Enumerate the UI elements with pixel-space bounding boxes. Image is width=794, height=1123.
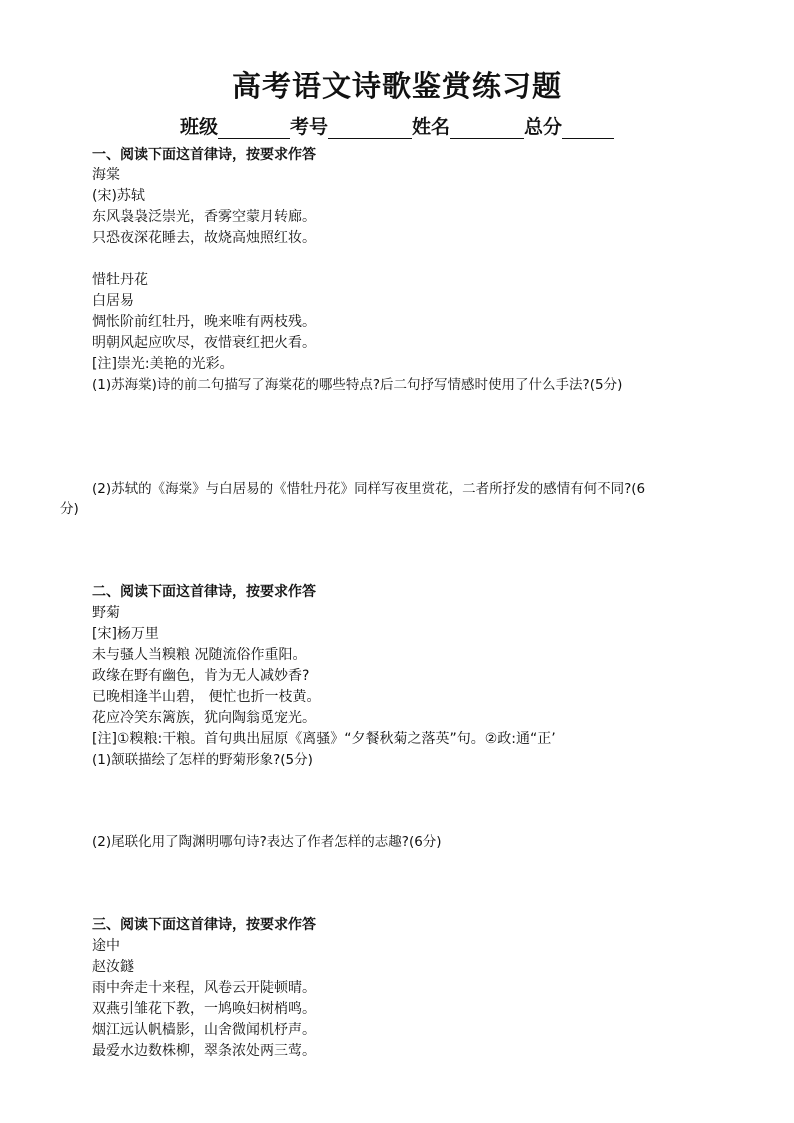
poem-line: 东风袅袅泛崇光，香雾空蒙月转廊。: [92, 209, 316, 225]
poem-line: 雨中奔走十来程，风卷云开陡顿晴。: [92, 980, 316, 996]
section-3-heading: 三、阅读下面这首律诗，按要求作答: [92, 917, 316, 933]
question-1: (1)苏海棠)诗的前二句描写了海棠花的哪些特点?后二句抒写情感时使用了什么手法?(5分): [92, 377, 623, 393]
poem-title: 惜牡丹花: [92, 272, 148, 288]
question-2-text: (2)苏轼的《海棠》与白居易的《惜牡丹花》同样写夜里赏花，二者所抒发的感情有何不同?(6: [92, 481, 646, 497]
poem-line: 政缘在野有幽色，肯为无人减妙香?: [92, 668, 310, 684]
poem-line: 双燕引雏花下教，一鸠唤妇树梢鸣。: [92, 1001, 316, 1017]
question-2-continuation: 分): [60, 501, 79, 517]
poem-line: 花应冷笑东篱族，犹向陶翁觅宠光。: [92, 710, 316, 726]
student-info-line: [0, 112, 794, 139]
question-1: (1)颔联描绘了怎样的野菊形象?(5分): [92, 752, 313, 768]
annotation-note: [注]崇光:美艳的光彩。: [92, 356, 234, 372]
score-label: 总分: [524, 116, 563, 138]
annotation-note: [注]①糗粮:干粮。首句典出屈原《离骚》“夕餐秋菊之落英”句。②政:通“正’: [92, 731, 556, 747]
poem-line: 最爱水边数株柳，翠条浓处两三莺。: [92, 1043, 316, 1059]
name-blank[interactable]: [450, 120, 524, 139]
poem-line: 烟江远认帆樯影，山舍微闻机杼声。: [92, 1022, 316, 1038]
section-1-heading: 一、阅读下面这首律诗，按要求作答: [92, 147, 316, 163]
section-2-heading: 二、阅读下面这首律诗，按要求作答: [92, 584, 316, 600]
score-blank[interactable]: [562, 120, 614, 139]
exam-no-blank[interactable]: [328, 120, 412, 139]
class-label: 班级: [179, 116, 218, 138]
poem-line: 已晚相逢半山碧， 便忙也折一枝黄。: [92, 689, 321, 705]
poem-line: 只恐夜深花睡去，故烧高烛照红妆。: [92, 230, 316, 246]
class-blank[interactable]: [218, 120, 290, 139]
poem-author: [宋]杨万里: [92, 626, 159, 642]
poem-author: 赵汝鐩: [92, 959, 134, 975]
question-2: (2)尾联化用了陶渊明哪句诗?表达了作者怎样的志趣?(6分): [92, 834, 442, 850]
poem-line: 惆怅阶前红牡丹，晚来唯有两枝残。: [92, 314, 316, 330]
poem-line: 未与骚人当糗粮 况随流俗作重阳。: [92, 647, 307, 663]
poem-author: 白居易: [92, 293, 134, 309]
poem-title: 野菊: [92, 605, 120, 621]
page-title: 高考语文诗歌鉴赏练习题: [231, 69, 562, 103]
question-2: [60, 479, 750, 519]
poem-title: 途中: [92, 938, 120, 954]
name-label: 姓名: [412, 116, 451, 138]
exam-no-label: 考号: [289, 116, 328, 138]
poem-title: 海棠: [92, 167, 120, 183]
poem-line: 明朝风起应吹尽，夜惜衰红把火看。: [92, 335, 316, 351]
poem-author: (宋)苏轼: [92, 188, 145, 204]
